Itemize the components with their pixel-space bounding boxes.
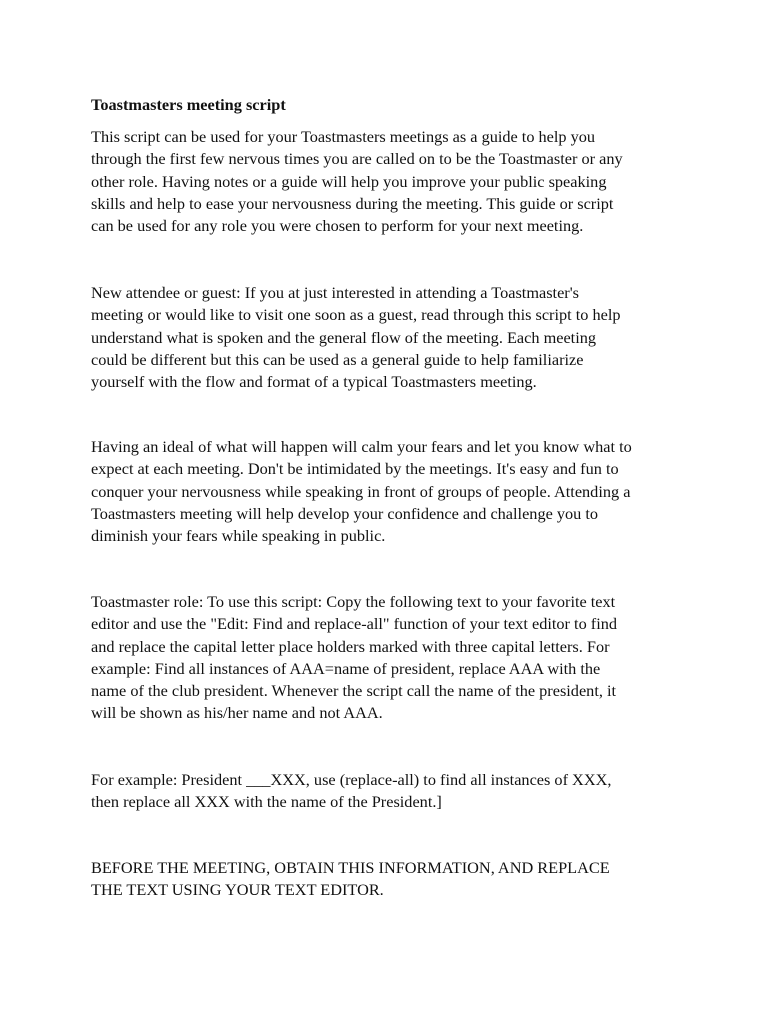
- paragraph-line: example: Find all instances of AAA=name of president, replace AAA with the: [91, 658, 601, 678]
- paragraph-line: Toastmasters meeting will help develop your confidence and challenge you to: [91, 503, 599, 523]
- paragraph-line: understand what is spoken and the general flow of the meeting. Each meeting: [91, 327, 597, 347]
- paragraph-line: can be used for any role you were chosen to perform for your next meeting.: [91, 216, 584, 236]
- paragraph-line: Toastmaster role: To use this script: Copy the following text to your favorite text: [91, 592, 616, 611]
- paragraph-line: other role. Having notes or a guide will help you improve your public speaking: [91, 171, 607, 191]
- paragraph-line: expect at each meeting. Don't be intimidated by the meetings. It's easy and fun to: [91, 459, 619, 479]
- paragraph-line: New attendee or guest: If you at just interested in attending a Toastmaster's: [91, 283, 579, 302]
- paragraph-line: then replace all XXX with the name of the President.]: [91, 792, 442, 812]
- paragraph-before-meeting: [91, 857, 610, 902]
- paragraph-line: will be shown as his/her name and not AAA.: [91, 703, 383, 723]
- paragraph-line: THE TEXT USING YOUR TEXT EDITOR.: [91, 880, 384, 900]
- paragraph-expectations: [91, 436, 632, 547]
- paragraph-line: editor and use the "Edit: Find and replace-all" function of your text editor to find: [91, 614, 618, 634]
- paragraph-line: This script can be used for your Toastmasters meetings as a guide to help you: [91, 127, 596, 146]
- paragraph-line: diminish your fears while speaking in public.: [91, 526, 386, 546]
- paragraph-line: BEFORE THE MEETING, OBTAIN THIS INFORMATION, AND REPLACE: [91, 858, 610, 877]
- paragraph-line: skills and help to ease your nervousness during the meeting. This guide or script: [91, 193, 614, 213]
- paragraph-line: For example: President ___XXX, use (replace-all) to find all instances of XXX,: [91, 770, 612, 789]
- paragraph-line: and replace the capital letter place holders marked with three capital letters. For: [91, 636, 610, 656]
- paragraph-toastmaster-role: [91, 591, 617, 725]
- paragraph-line: meeting or would like to visit one soon as a guest, read through this script to help: [91, 305, 621, 325]
- paragraph-line: name of the club president. Whenever the script call the name of the president, it: [91, 681, 617, 701]
- paragraph-line: through the first few nervous times you are called on to be the Toastmaster or any: [91, 149, 623, 169]
- paragraph-line: yourself with the flow and format of a typical Toastmasters meeting.: [91, 372, 537, 392]
- paragraph-line: Having an ideal of what will happen will calm your fears and let you know what to: [91, 437, 632, 456]
- document-title: Toastmasters meeting script: [91, 95, 286, 114]
- paragraph-line: could be different but this can be used as a general guide to help familiarize: [91, 349, 584, 369]
- paragraph-example: [91, 769, 611, 814]
- paragraph-new-attendee: [91, 282, 621, 393]
- paragraph-intro: [91, 126, 623, 237]
- paragraph-line: conquer your nervousness while speaking in front of groups of people. Attending a: [91, 481, 631, 501]
